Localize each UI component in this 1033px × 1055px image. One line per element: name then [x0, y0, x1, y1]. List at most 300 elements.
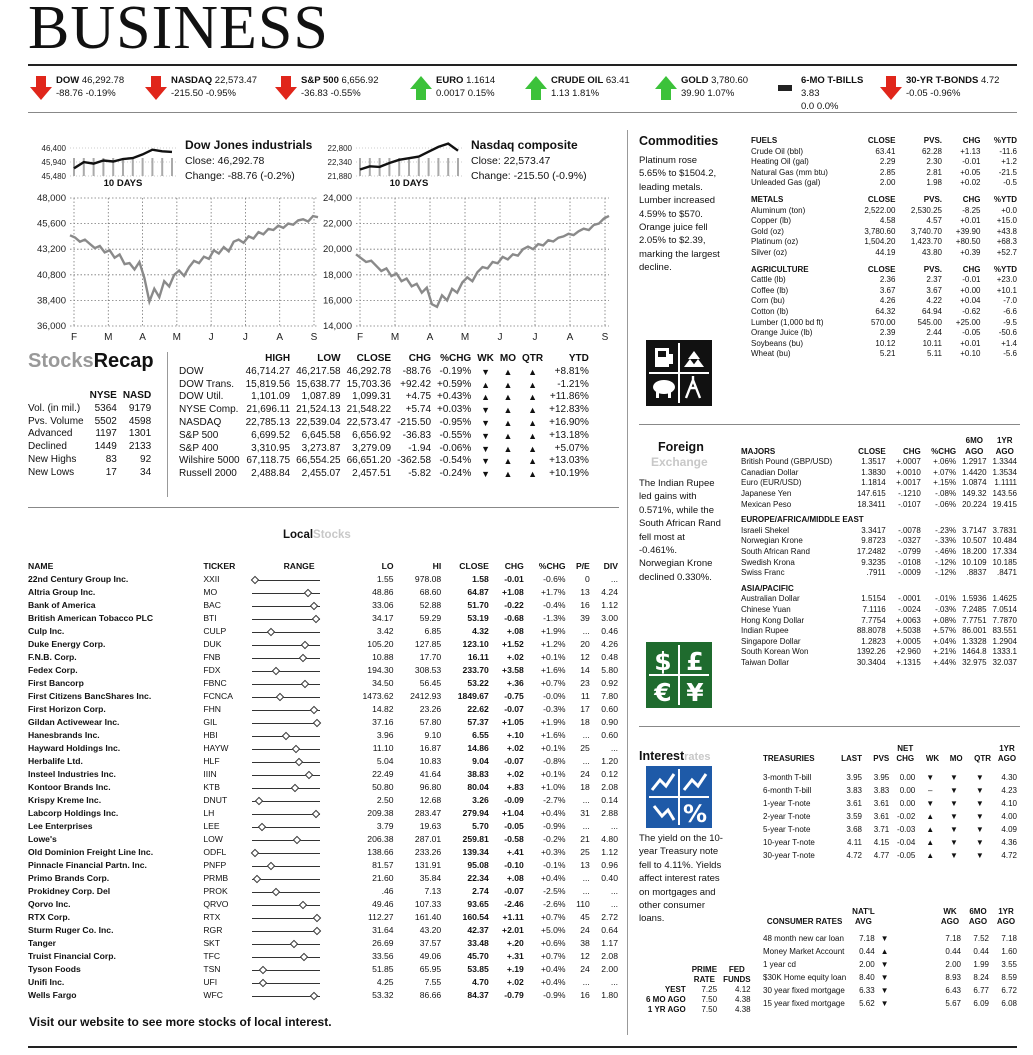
table-row	[176, 443, 592, 456]
table-cell: 5502	[94, 415, 117, 427]
stock-chg: +1.04	[502, 808, 524, 818]
trend-arrow: ▼	[949, 786, 958, 795]
stock-ticker: PRMB	[203, 873, 229, 883]
table-cell: 17.334	[992, 546, 1017, 556]
group-name: METALS	[751, 194, 784, 204]
stock-pct: -2.7%	[543, 795, 566, 805]
svg-text:%: %	[682, 800, 708, 828]
row-label: 30 year fixed mortgage	[763, 986, 845, 995]
column-header: NAT'L AVG	[852, 907, 875, 926]
stock-chg: +.31	[506, 951, 524, 961]
trend-arrow: ▼	[949, 825, 958, 834]
table-row	[738, 658, 1020, 669]
table-cell: 7.2485	[962, 604, 987, 614]
table-cell: 1.4420	[962, 467, 987, 477]
table-cell: 22,539.04	[296, 416, 341, 428]
forex-summary: The Indian Rupee led gains with 0.571%, while the South African Rand fell most at -0.461%. Norwegian Krone declined 0.330%.	[639, 478, 721, 583]
ticker-item	[145, 74, 275, 108]
stock-pe: ...	[582, 873, 590, 883]
stock-hi: 43.20	[419, 925, 442, 935]
stock-pe: 24	[580, 769, 590, 779]
forex-table	[738, 436, 1020, 668]
trend-arrow: ▼	[975, 773, 984, 782]
table-cell: +0.01	[960, 338, 981, 348]
table-cell: 5.21	[879, 349, 896, 359]
row-label: S&P 400	[179, 442, 219, 454]
table-cell: +.57%	[933, 626, 957, 636]
row-label: Singapore Dollar	[741, 636, 801, 646]
range-marker	[272, 887, 280, 895]
stock-pct: -0.0%	[543, 691, 566, 701]
table-cell: +.0005	[896, 636, 921, 646]
stock-hi: 131.91	[414, 860, 442, 870]
stock-ticker: DNUT	[203, 795, 228, 805]
table-cell: 8.24	[973, 973, 989, 982]
stock-close: 22.34	[467, 873, 489, 883]
table-cell: 10.185	[992, 557, 1017, 567]
commodities-table	[748, 136, 1020, 360]
column-header: CLOSE	[867, 194, 896, 204]
table-cell: 3.71	[873, 825, 890, 834]
stock-chg: +.02	[506, 769, 524, 779]
stock-hi: 17.70	[419, 652, 442, 662]
table-cell: 22,785.13	[245, 416, 291, 428]
range-cell	[250, 950, 348, 963]
stock-ticker: GIL	[203, 717, 218, 727]
table-cell: 2.37	[926, 275, 942, 285]
stock-name: Old Dominion Freight Line Inc.	[28, 847, 154, 857]
table-cell: 3.68	[846, 825, 862, 834]
table-cell: -1.21%	[557, 378, 589, 390]
stock-hi: 12.68	[419, 795, 442, 805]
stock-pct: -2.5%	[543, 886, 566, 896]
table-cell: 3,780.60	[864, 226, 896, 236]
ticker-name: NASDAQ	[171, 75, 213, 86]
ticker-value: 4.72	[978, 75, 1000, 86]
table-cell: 4.72	[846, 851, 862, 860]
recap-divider	[167, 352, 168, 497]
recap-header	[176, 353, 592, 366]
stock-div: 4.24	[601, 587, 618, 597]
table-row	[26, 807, 620, 820]
table-cell: 3,279.09	[352, 442, 392, 454]
stock-chg: +.02	[506, 743, 524, 753]
local-title-a: Local	[283, 529, 314, 541]
table-cell: 21,696.11	[246, 404, 291, 416]
trend-arrow: ▼	[481, 456, 491, 467]
trend-arrow: ▲	[528, 469, 538, 480]
stock-div: 2.00	[601, 964, 618, 974]
interest-title-a: Interest	[639, 749, 685, 763]
range-line	[252, 866, 320, 867]
forex-title-a: Foreign	[658, 440, 704, 454]
column-header: %YTD	[993, 264, 1017, 274]
table-row	[748, 307, 1020, 318]
table-cell: 2,455.07	[301, 468, 341, 480]
stock-pe: 13	[580, 860, 590, 870]
table-cell: 1301	[128, 428, 152, 440]
table-cell: +10.19%	[549, 468, 589, 480]
row-label: British Pound (GBP/USD)	[741, 457, 833, 467]
local-stocks-title	[283, 529, 351, 541]
range-bar	[252, 835, 320, 845]
range-cell	[250, 807, 348, 820]
column-header: CLOSE	[867, 136, 896, 145]
commodities-rule	[639, 424, 1020, 425]
forex-rule	[639, 726, 1020, 727]
table-cell: 4.72	[1001, 851, 1017, 860]
table-row	[26, 846, 620, 859]
stock-ticker: RTX	[203, 912, 221, 922]
table-cell: +10.1	[996, 285, 1017, 295]
table-cell: -.0107	[898, 499, 921, 509]
stock-close: 259.81	[462, 834, 489, 844]
table-cell: +13.03%	[549, 455, 589, 467]
month-label: S	[310, 332, 318, 343]
table-cell: 1,087.89	[301, 391, 341, 403]
table-cell: -0.02	[897, 812, 916, 821]
table-cell: 7.18	[859, 934, 875, 943]
table-cell: 2.00	[945, 960, 961, 969]
flat-dash-icon	[775, 76, 797, 100]
table-cell: -5.82	[408, 468, 432, 480]
local-stocks-table	[26, 560, 620, 1002]
row-label: Coffee (lb)	[751, 285, 789, 295]
down-arrow-icon	[145, 76, 167, 100]
table-cell: +0.02	[960, 178, 981, 188]
stock-close: 4.32	[472, 626, 489, 636]
trend-arrow: ▼	[949, 838, 958, 847]
stock-chg: -0.09	[504, 795, 524, 805]
table-row	[748, 275, 1020, 286]
table-cell: 67,118.75	[246, 455, 291, 467]
table-cell: 149.32	[962, 488, 987, 498]
ticker-item	[410, 74, 525, 108]
range-marker	[267, 627, 275, 635]
trend-arrow: ▲	[528, 392, 538, 403]
row-label: NYSE Comp.	[179, 404, 239, 416]
table-cell: -0.55%	[439, 429, 472, 441]
interest-icon	[646, 766, 712, 828]
row-label: Euro (EUR/USD)	[741, 478, 802, 488]
up-arrow-icon	[525, 76, 547, 100]
range-bar	[252, 952, 320, 962]
trend-arrow: ▼	[880, 934, 889, 943]
stock-hi: 57.80	[419, 717, 442, 727]
stock-lo: 1473.62	[362, 691, 394, 701]
stock-close: 4.70	[472, 977, 489, 987]
range-marker	[272, 666, 280, 674]
ticker-name: CRUDE OIL	[551, 75, 604, 86]
table-cell: 2.29	[879, 157, 896, 167]
table-row	[26, 885, 620, 898]
table-row	[760, 984, 1020, 997]
column-header: %YTD	[993, 136, 1017, 145]
table-cell: 88.8078	[856, 626, 886, 636]
stock-pct: -0.6%	[543, 574, 566, 584]
stock-hi: 35.84	[419, 873, 442, 883]
y-tick-label: 48,000	[36, 193, 66, 204]
row-label: Heating Oil (gal)	[751, 157, 809, 167]
table-row	[738, 626, 1020, 637]
table-cell: +.5038	[896, 626, 921, 636]
column-header: PVS	[873, 754, 890, 763]
ticker-text	[551, 74, 630, 100]
stock-pct: +0.7%	[540, 678, 566, 688]
stock-close: 53.22	[467, 678, 489, 688]
table-cell: 1.1814	[861, 478, 886, 488]
stock-chg: +.41	[506, 847, 524, 857]
row-label: Copper (lb)	[751, 216, 792, 226]
table-cell: 4598	[128, 415, 152, 427]
trend-arrow: ▼	[926, 773, 935, 782]
row-label: Aluminum (ton)	[751, 205, 806, 215]
table-cell: 17	[105, 466, 117, 478]
table-row	[176, 468, 592, 481]
range-cell	[250, 768, 348, 781]
row-label: Cattle (lb)	[751, 275, 786, 285]
trend-arrow: ▲	[503, 430, 513, 441]
table-cell: -0.5	[1003, 178, 1017, 188]
stock-ticker: XXII	[203, 574, 220, 584]
column-header: PVS.	[923, 194, 942, 204]
stock-lo: 51.85	[372, 964, 394, 974]
table-cell: +0.01	[960, 216, 981, 226]
month-label: M	[172, 332, 182, 343]
market-ticker	[30, 74, 1020, 112]
stock-name: First Horizon Corp.	[28, 704, 106, 714]
group-name: ASIA/PACIFIC	[741, 583, 794, 593]
table-cell: 7.18	[945, 934, 961, 943]
table-cell: 15,703.36	[346, 378, 392, 390]
stock-close: 95.08	[467, 860, 489, 870]
stock-chg: +.19	[506, 964, 524, 974]
stock-pe: ...	[582, 821, 590, 831]
table-cell: -0.54%	[439, 455, 472, 467]
range-bar	[252, 575, 320, 585]
table-cell: +0.05	[960, 167, 981, 177]
range-cell	[250, 872, 348, 885]
stock-div: 0.96	[601, 860, 618, 870]
month-label: F	[356, 332, 364, 343]
stock-lo: 3.96	[376, 730, 394, 740]
y-tick-label: 18,000	[322, 269, 352, 281]
table-row	[738, 468, 1020, 479]
ticker-change: 39.90 1.07%	[681, 88, 735, 99]
stock-pct: +0.4%	[540, 964, 566, 974]
range-bar	[252, 939, 320, 949]
stock-div: 0.90	[601, 717, 618, 727]
row-label: DOW Trans.	[179, 378, 235, 390]
column-header: CHG	[504, 561, 524, 571]
table-cell: 20.224	[962, 499, 987, 509]
range-cell	[250, 573, 348, 586]
range-marker	[290, 939, 298, 947]
trend-arrow: ▲	[926, 838, 935, 847]
range-marker	[313, 913, 321, 921]
table-cell: 1.1111	[994, 478, 1017, 488]
table-cell: -.1210	[898, 488, 921, 498]
table-cell: +68.3	[996, 237, 1017, 247]
trend-arrow: ▼	[481, 405, 491, 416]
stock-lo: 3.79	[376, 821, 394, 831]
nasdaq-chart	[314, 130, 619, 345]
table-cell: 2.30	[926, 157, 942, 167]
table-cell: -88.76	[402, 365, 432, 377]
row-label: Vol. (in mil.)	[28, 402, 81, 414]
table-row	[643, 1005, 754, 1015]
table-cell: 18.3411	[857, 499, 886, 509]
table-row	[760, 797, 1020, 810]
stock-div: 3.00	[601, 613, 618, 623]
trend-arrow: ▼	[880, 999, 889, 1008]
stock-lo: 37.16	[372, 717, 394, 727]
table-cell: 1.0874	[962, 478, 987, 488]
ticker-name: 30-YR T-BONDS	[906, 75, 979, 86]
table-cell: 4.36	[1001, 838, 1017, 847]
table-cell: -.0009	[898, 568, 921, 578]
table-cell: 6.09	[973, 999, 989, 1008]
stock-chg: -0.07	[504, 756, 524, 766]
month-label: J	[242, 332, 248, 343]
trend-arrow: ▼	[975, 812, 984, 821]
ticker-value: 1.1614	[463, 75, 496, 86]
table-cell: 46,292.78	[346, 365, 392, 377]
mini-y-tick: 21,880	[327, 172, 352, 181]
stock-name: Kontoor Brands Inc.	[28, 782, 111, 792]
stock-pe: 16	[580, 600, 590, 610]
table-cell: 3,310.95	[251, 442, 291, 454]
table-row	[748, 328, 1020, 339]
table-row	[760, 810, 1020, 823]
table-row	[176, 404, 592, 417]
table-cell: 1.3517	[861, 457, 886, 467]
chart-close: Close: 22,573.47	[471, 155, 551, 167]
days-label: 10 DAYS	[103, 178, 143, 189]
consumer-header	[760, 907, 1020, 932]
table-row	[760, 958, 1020, 971]
table-cell: +52.7	[996, 247, 1017, 257]
trend-arrow: ▲	[503, 443, 513, 454]
ticker-name: EURO	[436, 75, 464, 86]
stock-close: 51.70	[467, 600, 489, 610]
ticker-text	[56, 74, 124, 100]
table-cell: +.0017	[896, 478, 921, 488]
table-cell: 83.551	[992, 626, 1017, 636]
table-row	[748, 339, 1020, 350]
range-marker	[267, 861, 275, 869]
stock-close: 84.37	[467, 990, 489, 1000]
stock-hi: 41.64	[419, 769, 442, 779]
trend-arrow: ▲	[528, 430, 538, 441]
table-row	[748, 147, 1020, 158]
trend-arrow: ▲	[503, 379, 513, 390]
table-cell: -0.62	[962, 306, 981, 316]
stock-hi: 19.63	[419, 821, 442, 831]
table-cell: 1.99	[973, 960, 989, 969]
recap-title-b: Recap	[93, 350, 154, 372]
column-header: WK	[925, 754, 940, 763]
table-cell: -.23%	[935, 525, 957, 535]
ticker-name: 6-MO T-BILLS	[801, 75, 864, 86]
stock-pe: 12	[580, 652, 590, 662]
table-cell: -.33%	[935, 536, 957, 546]
range-marker	[301, 640, 309, 648]
range-bar	[252, 653, 320, 663]
stock-lo: 50.80	[372, 782, 394, 792]
table-cell: 0.44	[859, 947, 875, 956]
ticker-text	[906, 74, 999, 100]
table-cell: 1.3344	[992, 457, 1017, 467]
stock-div: 5.80	[601, 665, 618, 675]
column-header: CONSUMER RATES	[766, 917, 843, 926]
y-tick-label: 43,200	[36, 244, 66, 256]
table-cell: -.08%	[935, 488, 957, 498]
chart-change: Change: -88.76 (-0.2%)	[185, 170, 295, 182]
table-cell: -6.6	[1003, 306, 1017, 316]
column-header	[643, 965, 689, 985]
month-label: M	[460, 332, 470, 343]
table-cell: -.0024	[898, 604, 921, 614]
stock-close: 93.65	[467, 899, 489, 909]
range-marker	[304, 770, 312, 778]
range-line	[252, 749, 320, 750]
table-cell: +5.07%	[554, 442, 589, 454]
svg-text:¥: ¥	[686, 678, 704, 707]
table-row	[26, 729, 620, 742]
table-cell: 2,488.84	[251, 468, 291, 480]
table-cell: 2.36	[879, 275, 896, 285]
range-bar	[252, 913, 320, 923]
trend-arrow: ▲	[528, 417, 538, 428]
row-label: Israeli Shekel	[741, 525, 790, 535]
range-cell	[250, 963, 348, 976]
table-cell: 1,504.20	[864, 237, 896, 247]
table-cell: 3.59	[846, 812, 862, 821]
table-cell: +.0010	[896, 467, 921, 477]
forex-group-header	[738, 579, 1020, 595]
table-row	[176, 430, 592, 443]
commodities-icon	[646, 340, 712, 406]
stock-hi: 68.60	[419, 587, 442, 597]
stock-pe: 11	[580, 691, 590, 701]
stock-div: 0.92	[601, 678, 618, 688]
chart-title: Dow Jones industrials	[185, 138, 313, 152]
column-header: NET CHG	[896, 744, 915, 763]
ticker-item	[880, 74, 1010, 108]
column-header: PVS.	[923, 264, 942, 274]
table-row	[26, 573, 620, 586]
column-header: NYSE	[89, 390, 117, 401]
table-cell: 4.30	[1001, 773, 1017, 782]
stock-hi: 283.47	[414, 808, 442, 818]
stock-hi: 308.53	[414, 665, 442, 675]
table-cell: -.0078	[898, 525, 921, 535]
table-cell: 10.11	[922, 338, 942, 348]
table-row	[26, 625, 620, 638]
stock-chg: +.08	[506, 873, 524, 883]
range-marker	[300, 952, 308, 960]
column-header: 1YR AGO	[996, 907, 1016, 926]
stock-hi: 7.55	[424, 977, 442, 987]
table-row	[26, 586, 620, 599]
table-row	[748, 157, 1020, 168]
table-row	[26, 820, 620, 833]
stock-chg: -0.07	[504, 886, 524, 896]
table-cell: 3,740.70	[910, 226, 942, 236]
range-marker	[309, 991, 317, 999]
table-cell: +0.59%	[437, 378, 472, 390]
